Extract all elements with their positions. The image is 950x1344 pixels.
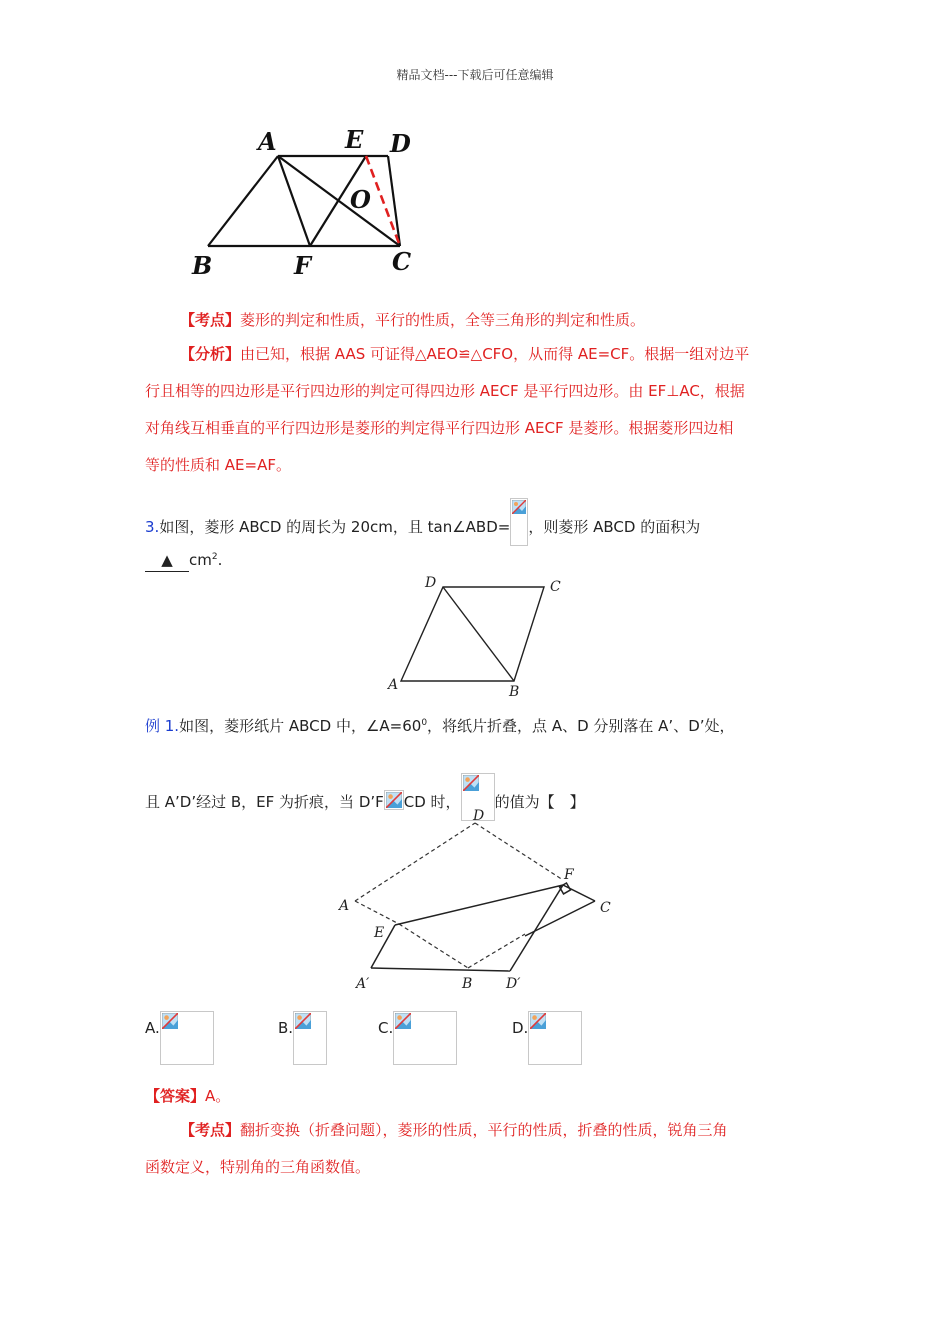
kaodian-1-text: 菱形的判定和性质，平行的性质，全等三角形的判定和性质。 (240, 311, 646, 329)
broken-image-icon (160, 1011, 214, 1065)
figure-rhombus-aecf (180, 120, 440, 280)
question-3 (145, 498, 700, 546)
fenxi-1-line2: 行且相等的四边形是平行四边形的判定可得四边形 AECF 是平行四边形。由 EF⊥AC，根据 (145, 382, 745, 400)
figure-rhombus-abcd (380, 570, 580, 700)
example-1-line2-c: 的值为【 】 (494, 793, 585, 811)
example-1-line2-a: 且 A’D’经过 B，EF 为折痕，当 D’F (145, 793, 384, 811)
answer-text: A。 (205, 1087, 231, 1105)
segment-dc (388, 156, 400, 246)
option-c[interactable] (378, 1011, 457, 1065)
kaodian-2-line2: 函数定义，特别角的三角函数值。 (145, 1158, 371, 1176)
answer-blank (145, 549, 189, 572)
label-e3: E (374, 925, 385, 941)
option-b[interactable] (278, 1011, 327, 1065)
option-d-label: D. (512, 1019, 529, 1037)
example-1-text-b: ，将纸片折叠，点 A、D 分别落在 A’、D’处， (427, 717, 735, 735)
label-c2: C (550, 579, 561, 595)
fenxi-1-line4: 等的性质和 AE=AF。 (145, 456, 291, 474)
label-f: F (294, 251, 312, 280)
broken-image-icon (293, 1011, 327, 1065)
segment-d1f (510, 885, 563, 971)
segment-af (278, 156, 310, 246)
dashed-df (475, 823, 563, 880)
segment-a1d1 (371, 968, 510, 971)
rhombus-abcd (401, 587, 544, 681)
example-1-text-a: 如图，菱形纸片 ABCD 中，∠A=60 (179, 717, 422, 735)
option-a-label: A. (145, 1019, 160, 1037)
segment-ab (208, 156, 278, 246)
example-1 (145, 712, 735, 737)
unit-sup: 2 (211, 552, 218, 562)
fenxi-1-line1 (180, 343, 749, 365)
label-o: O (350, 185, 371, 214)
segment-ef (395, 885, 563, 925)
dashed-bc (468, 934, 525, 968)
question-3-end: . (217, 551, 223, 569)
dashed-eb (399, 924, 468, 968)
dashed-ad (355, 823, 475, 901)
question-3-number: 3. (145, 518, 160, 536)
label-a2: A (388, 677, 399, 693)
kaodian-1 (180, 309, 645, 331)
option-d[interactable] (512, 1011, 582, 1065)
label-e: E (345, 125, 364, 154)
label-a3: A (339, 898, 350, 914)
broken-image-icon (393, 1011, 457, 1065)
page-header: 精品文档---下载后可任意编辑 (396, 68, 554, 82)
label-c: C (392, 247, 412, 276)
question-3-text-b: ，则菱形 ABCD 的面积为 (528, 518, 701, 536)
label-a: A (258, 127, 277, 156)
right-angle-mark (560, 883, 571, 894)
example-1-line2-b: CD 时， (403, 793, 461, 811)
question-3-answer-line (145, 546, 222, 572)
segment-fc (563, 885, 595, 901)
blank-triangle: ▲ (161, 551, 173, 569)
answer (145, 1085, 230, 1107)
unit-cm: cm (189, 551, 212, 569)
question-3-text-a: 如图，菱形 ABCD 的周长为 20cm，且 tan∠ABD= (159, 518, 511, 536)
fenxi-1-text: 由已知，根据 AAS 可证得△AEO≌△CFO，从而得 AE=CF。根据一组对边平 (240, 345, 750, 363)
label-d2: D (425, 575, 437, 591)
kaodian-2-text: 翻折变换（折叠问题），菱形的性质，平行的性质，折叠的性质，锐角三角 (240, 1121, 728, 1139)
kaodian-2-line1 (180, 1119, 728, 1141)
segment-cd (525, 901, 595, 936)
degree-sup: 0 (421, 718, 428, 728)
option-c-label: C. (378, 1019, 394, 1037)
label-d-prime: D′ (506, 976, 521, 992)
label-b: B (192, 251, 213, 280)
label-a-prime: A′ (356, 976, 370, 992)
label-b2: B (509, 684, 520, 700)
kaodian-2-tag: 【考点】 (180, 1121, 241, 1139)
label-d: D (390, 129, 411, 158)
dashed-ae (355, 901, 399, 924)
label-b3: B (462, 976, 473, 992)
figure-folded-rhombus (330, 808, 630, 998)
option-b-label: B. (278, 1019, 294, 1037)
diagonal-bd (443, 587, 514, 681)
label-f3: F (564, 867, 574, 883)
fenxi-1-line3: 对角线互相垂直的平行四边形是菱形的判定得平行四边形 AECF 是菱形。根据菱形四边相 (145, 419, 734, 437)
kaodian-1-tag: 【考点】 (180, 311, 241, 329)
broken-image-icon (384, 790, 404, 810)
fenxi-1-tag: 【分析】 (180, 345, 241, 363)
broken-image-icon (528, 1011, 582, 1065)
broken-image-icon (510, 498, 528, 546)
label-d3: D (473, 808, 485, 824)
option-a[interactable] (145, 1011, 214, 1065)
answer-tag: 【答案】 (145, 1087, 206, 1105)
label-c3: C (600, 900, 611, 916)
example-1-number: 例 1. (145, 717, 180, 735)
